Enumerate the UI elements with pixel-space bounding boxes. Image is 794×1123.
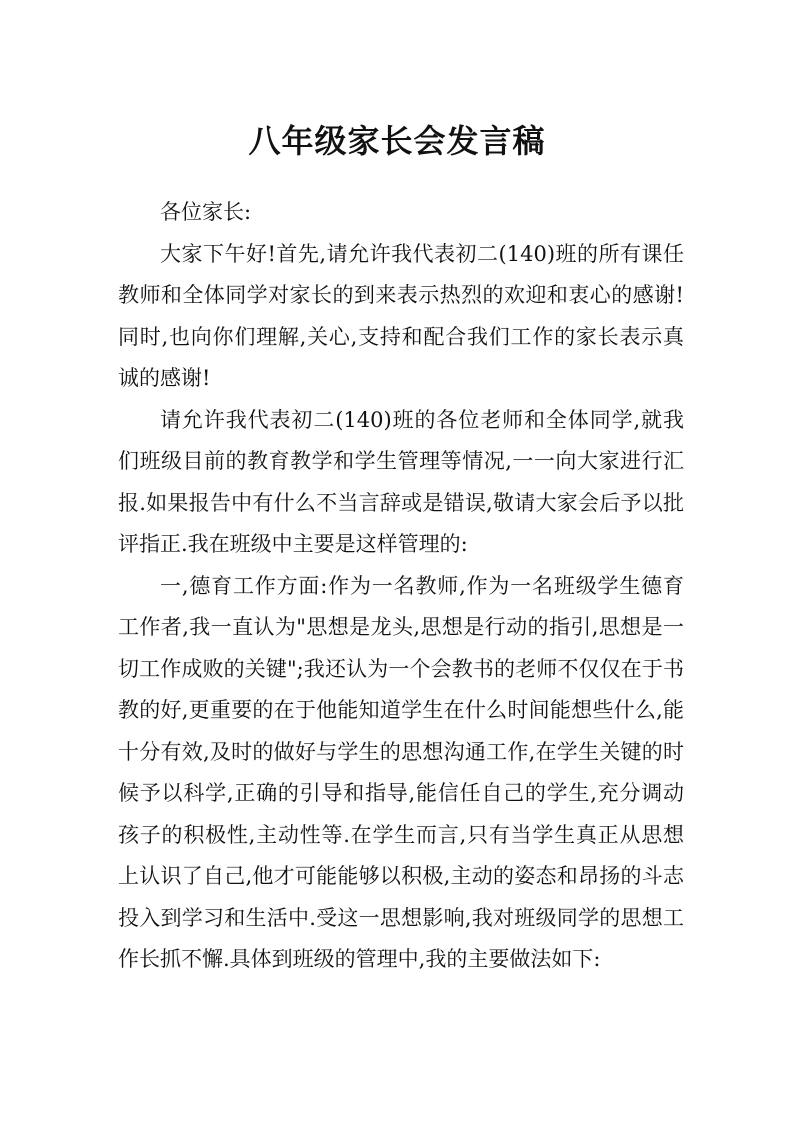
paragraph-moral-education: 一,德育工作方面:作为一名教师,作为一名班级学生德育工作者,我一直认为"思想是龙头,思想是行动的指引,思想是一切工作成败的关键";我还认为一个会教书的老师不仅仅在于书教的好,更重要的在于他能知道学生在什么时间能想些什么,能十分有效,及时的做好与学生的思想沟通工作,在学生关键的时候予以科学,正确的引导和指导,能信任自己的学生,充分调动孩子的积极性,主动性等.在学生而言,只有当学生真正从思想上认识了自己,他才可能能够以积极,主动的姿态和昂扬的斗志投入到学习和生活中.受这一思想影响,我对班级同学的思想工作长抓不懈.具体到班级的管理中,我的主要做法如下: <box>118 573 684 971</box>
paragraph-report-intro: 请允许我代表初二(140)班的各位老师和全体同学,就我们班级目前的教育教学和学生管理等情况,一一向大家进行汇报.如果报告中有什么不当言辞或是错误,敬请大家会后予以批评指正.我在班级中主要是这样管理的: <box>118 407 684 556</box>
document-body <box>118 192 684 981</box>
document-title: 八年级家长会发言稿 <box>248 122 546 161</box>
paragraph-welcome: 大家下午好!首先,请允许我代表初二(140)班的所有课任教师和全体同学对家长的到来表示热烈的欢迎和衷心的感谢!同时,也向你们理解,关心,支持和配合我们工作的家长表示真诚的感谢! <box>118 241 684 390</box>
paragraph-greeting: 各位家长: <box>160 200 252 224</box>
